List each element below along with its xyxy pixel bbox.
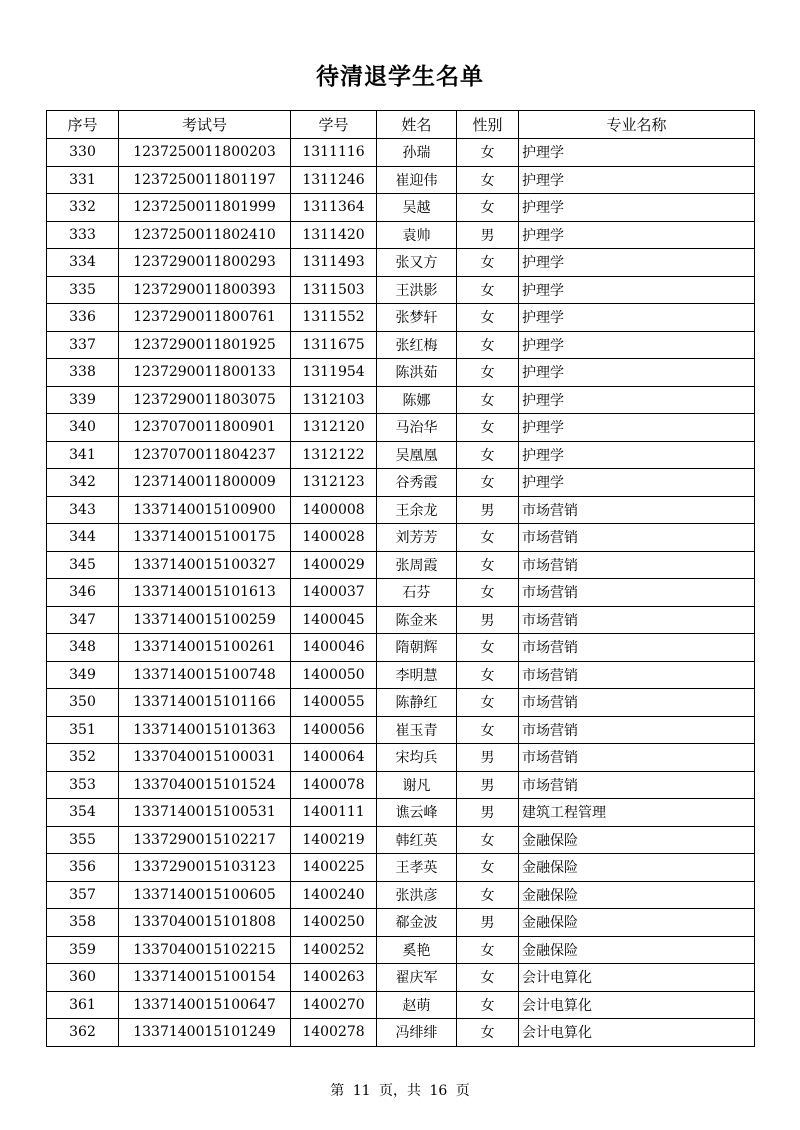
table-row — [47, 964, 755, 992]
row-student-id: 1311493 — [291, 249, 377, 277]
table-row — [47, 881, 755, 909]
row-name: 韩红英 — [377, 826, 457, 854]
row-seq: 340 — [47, 414, 119, 442]
row-seq: 355 — [47, 826, 119, 854]
row-student-id: 1400050 — [291, 661, 377, 689]
row-gender: 女 — [457, 634, 519, 662]
row-name: 冯绯绯 — [377, 1019, 457, 1047]
table-row — [47, 689, 755, 717]
table-row — [47, 524, 755, 552]
row-gender: 男 — [457, 771, 519, 799]
table-row — [47, 716, 755, 744]
row-name: 王洪影 — [377, 276, 457, 304]
table-row — [47, 166, 755, 194]
row-major: 护理学 — [519, 194, 755, 222]
footer-prefix: 第 — [330, 1083, 345, 1099]
row-major: 会计电算化 — [519, 991, 755, 1019]
row-student-id: 1311954 — [291, 359, 377, 387]
row-name: 崔迎伟 — [377, 166, 457, 194]
footer-suffix: 页 — [455, 1083, 470, 1099]
row-name: 王余龙 — [377, 496, 457, 524]
row-gender: 男 — [457, 496, 519, 524]
row-exam-no: 1237290011801925 — [119, 331, 291, 359]
row-name: 吴越 — [377, 194, 457, 222]
row-name: 袁帅 — [377, 221, 457, 249]
header-name: 姓名 — [377, 111, 457, 139]
row-seq: 341 — [47, 441, 119, 469]
header-exam-no: 考试号 — [119, 111, 291, 139]
row-exam-no: 1337140015100647 — [119, 991, 291, 1019]
row-seq: 354 — [47, 799, 119, 827]
row-major: 护理学 — [519, 139, 755, 167]
row-name: 崔玉青 — [377, 716, 457, 744]
row-name: 李明慧 — [377, 661, 457, 689]
row-major: 会计电算化 — [519, 1019, 755, 1047]
row-exam-no: 1237070011804237 — [119, 441, 291, 469]
row-student-id: 1400078 — [291, 771, 377, 799]
row-student-id: 1400263 — [291, 964, 377, 992]
row-gender: 女 — [457, 441, 519, 469]
row-exam-no: 1337040015100031 — [119, 744, 291, 772]
table-row — [47, 909, 755, 937]
row-student-id: 1400250 — [291, 909, 377, 937]
row-exam-no: 1237290011800133 — [119, 359, 291, 387]
row-seq: 337 — [47, 331, 119, 359]
row-student-id: 1311503 — [291, 276, 377, 304]
row-student-id: 1400219 — [291, 826, 377, 854]
row-exam-no: 1237290011800293 — [119, 249, 291, 277]
row-gender: 女 — [457, 579, 519, 607]
row-exam-no: 1337140015101249 — [119, 1019, 291, 1047]
row-seq: 342 — [47, 469, 119, 497]
row-student-id: 1400056 — [291, 716, 377, 744]
row-name: 谷秀霞 — [377, 469, 457, 497]
row-student-id: 1311552 — [291, 304, 377, 332]
row-gender: 女 — [457, 249, 519, 277]
row-seq: 361 — [47, 991, 119, 1019]
row-exam-no: 1337040015102215 — [119, 936, 291, 964]
row-exam-no: 1337140015100531 — [119, 799, 291, 827]
row-seq: 339 — [47, 386, 119, 414]
header-student-id: 学号 — [291, 111, 377, 139]
table-row — [47, 331, 755, 359]
row-gender: 女 — [457, 689, 519, 717]
row-name: 张又方 — [377, 249, 457, 277]
row-seq: 330 — [47, 139, 119, 167]
row-seq: 362 — [47, 1019, 119, 1047]
row-seq: 357 — [47, 881, 119, 909]
row-student-id: 1400046 — [291, 634, 377, 662]
row-name: 赵萌 — [377, 991, 457, 1019]
row-seq: 346 — [47, 579, 119, 607]
row-student-id: 1312120 — [291, 414, 377, 442]
row-exam-no: 1237250011800203 — [119, 139, 291, 167]
row-exam-no: 1337140015100900 — [119, 496, 291, 524]
row-gender: 女 — [457, 386, 519, 414]
footer-total-pages: 16 — [429, 1083, 448, 1099]
row-exam-no: 1337140015101166 — [119, 689, 291, 717]
row-student-id: 1400029 — [291, 551, 377, 579]
row-seq: 353 — [47, 771, 119, 799]
table-row — [47, 606, 755, 634]
row-student-id: 1400252 — [291, 936, 377, 964]
table-row — [47, 661, 755, 689]
row-gender: 女 — [457, 1019, 519, 1047]
row-seq: 336 — [47, 304, 119, 332]
row-name: 马治华 — [377, 414, 457, 442]
table-row — [47, 304, 755, 332]
row-student-id: 1400045 — [291, 606, 377, 634]
row-gender: 女 — [457, 139, 519, 167]
row-gender: 女 — [457, 881, 519, 909]
row-gender: 女 — [457, 359, 519, 387]
row-name: 张红梅 — [377, 331, 457, 359]
row-student-id: 1311364 — [291, 194, 377, 222]
row-name: 郗金波 — [377, 909, 457, 937]
row-gender: 女 — [457, 936, 519, 964]
row-seq: 356 — [47, 854, 119, 882]
table-row — [47, 771, 755, 799]
row-major: 金融保险 — [519, 881, 755, 909]
table-row — [47, 221, 755, 249]
row-seq: 347 — [47, 606, 119, 634]
row-student-id: 1311246 — [291, 166, 377, 194]
row-seq: 331 — [47, 166, 119, 194]
footer-mid: 页，共 — [379, 1083, 421, 1099]
row-gender: 男 — [457, 909, 519, 937]
table-row — [47, 441, 755, 469]
table-header-row — [47, 111, 755, 139]
row-exam-no: 1337140015100261 — [119, 634, 291, 662]
row-seq: 343 — [47, 496, 119, 524]
row-exam-no: 1337140015100605 — [119, 881, 291, 909]
row-name: 张梦轩 — [377, 304, 457, 332]
row-student-id: 1311116 — [291, 139, 377, 167]
row-gender: 男 — [457, 799, 519, 827]
row-major: 建筑工程管理 — [519, 799, 755, 827]
row-gender: 女 — [457, 331, 519, 359]
row-student-id: 1312103 — [291, 386, 377, 414]
row-exam-no: 1337290015102217 — [119, 826, 291, 854]
row-seq: 334 — [47, 249, 119, 277]
table-row — [47, 496, 755, 524]
row-major: 市场营销 — [519, 524, 755, 552]
row-seq: 335 — [47, 276, 119, 304]
row-gender: 女 — [457, 304, 519, 332]
row-exam-no: 1237070011800901 — [119, 414, 291, 442]
row-student-id: 1400028 — [291, 524, 377, 552]
row-student-id: 1400240 — [291, 881, 377, 909]
row-name: 张周霞 — [377, 551, 457, 579]
row-gender: 女 — [457, 716, 519, 744]
footer-page-number: 11 — [352, 1083, 371, 1099]
row-major: 护理学 — [519, 359, 755, 387]
row-major: 市场营销 — [519, 606, 755, 634]
table-body — [47, 139, 755, 1047]
student-table — [46, 110, 755, 1047]
row-exam-no: 1337140015100259 — [119, 606, 291, 634]
row-name: 吴凰凰 — [377, 441, 457, 469]
table-row — [47, 551, 755, 579]
row-seq: 352 — [47, 744, 119, 772]
row-seq: 358 — [47, 909, 119, 937]
row-seq: 338 — [47, 359, 119, 387]
row-major: 护理学 — [519, 221, 755, 249]
table-row — [47, 276, 755, 304]
row-major: 金融保险 — [519, 909, 755, 937]
row-name: 石芬 — [377, 579, 457, 607]
row-gender: 女 — [457, 964, 519, 992]
row-exam-no: 1337140015100175 — [119, 524, 291, 552]
table-row — [47, 634, 755, 662]
row-gender: 男 — [457, 606, 519, 634]
row-exam-no: 1337290015103123 — [119, 854, 291, 882]
row-gender: 男 — [457, 221, 519, 249]
row-exam-no: 1237290011800393 — [119, 276, 291, 304]
row-name: 奚艳 — [377, 936, 457, 964]
row-major: 金融保险 — [519, 936, 755, 964]
row-seq: 350 — [47, 689, 119, 717]
row-gender: 女 — [457, 414, 519, 442]
row-student-id: 1400225 — [291, 854, 377, 882]
table-row — [47, 1019, 755, 1047]
row-gender: 女 — [457, 991, 519, 1019]
row-gender: 女 — [457, 524, 519, 552]
row-name: 谯云峰 — [377, 799, 457, 827]
row-major: 市场营销 — [519, 689, 755, 717]
row-gender: 女 — [457, 166, 519, 194]
row-exam-no: 1337140015100748 — [119, 661, 291, 689]
row-name: 张洪彦 — [377, 881, 457, 909]
row-gender: 男 — [457, 744, 519, 772]
page-title: 待清退学生名单 — [316, 64, 484, 90]
row-exam-no: 1337140015100327 — [119, 551, 291, 579]
row-seq: 344 — [47, 524, 119, 552]
row-student-id: 1311675 — [291, 331, 377, 359]
row-major: 护理学 — [519, 166, 755, 194]
table-row — [47, 359, 755, 387]
table-row — [47, 386, 755, 414]
row-exam-no: 1237290011803075 — [119, 386, 291, 414]
row-gender: 女 — [457, 551, 519, 579]
table-row — [47, 414, 755, 442]
row-seq: 360 — [47, 964, 119, 992]
row-major: 护理学 — [519, 414, 755, 442]
row-name: 隋朝辉 — [377, 634, 457, 662]
table-row — [47, 469, 755, 497]
row-name: 王孝英 — [377, 854, 457, 882]
row-seq: 348 — [47, 634, 119, 662]
row-name: 翟庆军 — [377, 964, 457, 992]
row-major: 金融保险 — [519, 854, 755, 882]
row-major: 市场营销 — [519, 661, 755, 689]
row-name: 宋均兵 — [377, 744, 457, 772]
row-name: 刘芳芳 — [377, 524, 457, 552]
table-row — [47, 799, 755, 827]
row-gender: 女 — [457, 854, 519, 882]
table-row — [47, 744, 755, 772]
row-major: 市场营销 — [519, 744, 755, 772]
row-exam-no: 1337040015101524 — [119, 771, 291, 799]
row-exam-no: 1337140015100154 — [119, 964, 291, 992]
row-exam-no: 1237250011801999 — [119, 194, 291, 222]
row-major: 市场营销 — [519, 771, 755, 799]
row-gender: 女 — [457, 826, 519, 854]
row-name: 陈娜 — [377, 386, 457, 414]
table-row — [47, 139, 755, 167]
table-row — [47, 579, 755, 607]
row-student-id: 1400055 — [291, 689, 377, 717]
row-gender: 女 — [457, 276, 519, 304]
page-footer — [0, 1080, 800, 1100]
row-major: 市场营销 — [519, 634, 755, 662]
header-major: 专业名称 — [519, 111, 755, 139]
row-major: 市场营销 — [519, 551, 755, 579]
row-seq: 351 — [47, 716, 119, 744]
row-major: 护理学 — [519, 304, 755, 332]
row-name: 陈静红 — [377, 689, 457, 717]
table-row — [47, 826, 755, 854]
row-name: 陈洪茹 — [377, 359, 457, 387]
row-student-id: 1400008 — [291, 496, 377, 524]
row-exam-no: 1237250011802410 — [119, 221, 291, 249]
row-major: 护理学 — [519, 249, 755, 277]
row-seq: 349 — [47, 661, 119, 689]
row-student-id: 1400037 — [291, 579, 377, 607]
row-exam-no: 1237290011800761 — [119, 304, 291, 332]
row-major: 市场营销 — [519, 716, 755, 744]
row-student-id: 1312123 — [291, 469, 377, 497]
row-name: 谢凡 — [377, 771, 457, 799]
row-major: 护理学 — [519, 386, 755, 414]
row-name: 陈金来 — [377, 606, 457, 634]
row-student-id: 1400111 — [291, 799, 377, 827]
table-row — [47, 991, 755, 1019]
table-row — [47, 936, 755, 964]
row-major: 护理学 — [519, 331, 755, 359]
row-student-id: 1400278 — [291, 1019, 377, 1047]
row-seq: 333 — [47, 221, 119, 249]
row-seq: 345 — [47, 551, 119, 579]
row-exam-no: 1237250011801197 — [119, 166, 291, 194]
row-major: 市场营销 — [519, 496, 755, 524]
row-major: 市场营销 — [519, 579, 755, 607]
row-major: 护理学 — [519, 469, 755, 497]
row-student-id: 1400064 — [291, 744, 377, 772]
table-row — [47, 249, 755, 277]
row-seq: 332 — [47, 194, 119, 222]
row-name: 孙瑞 — [377, 139, 457, 167]
row-student-id: 1312122 — [291, 441, 377, 469]
row-major: 会计电算化 — [519, 964, 755, 992]
row-gender: 女 — [457, 469, 519, 497]
row-seq: 359 — [47, 936, 119, 964]
row-gender: 女 — [457, 194, 519, 222]
row-exam-no: 1337140015101363 — [119, 716, 291, 744]
row-major: 金融保险 — [519, 826, 755, 854]
row-major: 护理学 — [519, 441, 755, 469]
table-row — [47, 854, 755, 882]
row-gender: 女 — [457, 661, 519, 689]
row-exam-no: 1237140011800009 — [119, 469, 291, 497]
row-student-id: 1400270 — [291, 991, 377, 1019]
row-major: 护理学 — [519, 276, 755, 304]
row-exam-no: 1337140015101613 — [119, 579, 291, 607]
table-row — [47, 194, 755, 222]
row-exam-no: 1337040015101808 — [119, 909, 291, 937]
header-seq: 序号 — [47, 111, 119, 139]
row-student-id: 1311420 — [291, 221, 377, 249]
header-gender: 性别 — [457, 111, 519, 139]
